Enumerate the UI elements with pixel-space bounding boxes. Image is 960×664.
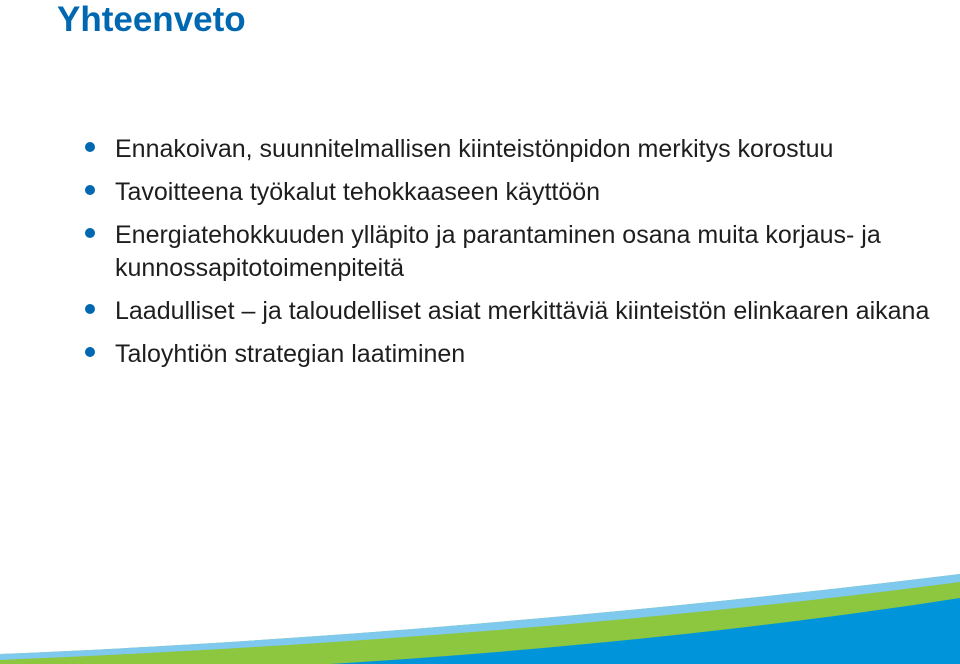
bullet-dot-icon: [85, 347, 95, 357]
bullet-text: Taloyhtiön strategian laatiminen: [115, 340, 466, 368]
bullet-dot-icon: [85, 185, 95, 195]
footer-swoosh: [0, 564, 960, 664]
bullet-list: [85, 133, 945, 381]
bullet-text: Energiatehokkuuden ylläpito ja parantaminen osana muita korjaus- ja kunnossapitotoimenpiteitä: [115, 221, 881, 282]
bullet-text: Laadulliset – ja taloudelliset asiat merkittäviä kiinteistön elinkaaren aikana: [115, 297, 930, 325]
bullet-item: [85, 338, 945, 371]
bullet-dot-icon: [85, 304, 95, 314]
bullet-dot-icon: [85, 228, 95, 238]
bullet-text: Ennakoivan, suunnitelmallisen kiinteistönpidon merkitys korostuu: [115, 135, 834, 163]
bullet-item: [85, 219, 945, 285]
bullet-item: [85, 295, 945, 328]
slide-title: Yhteenveto: [57, 0, 246, 39]
bullet-item: [85, 133, 945, 166]
bullet-text: Tavoitteena työkalut tehokkaaseen käyttöön: [115, 178, 601, 206]
bullet-dot-icon: [85, 142, 95, 152]
bullet-item: [85, 176, 945, 209]
